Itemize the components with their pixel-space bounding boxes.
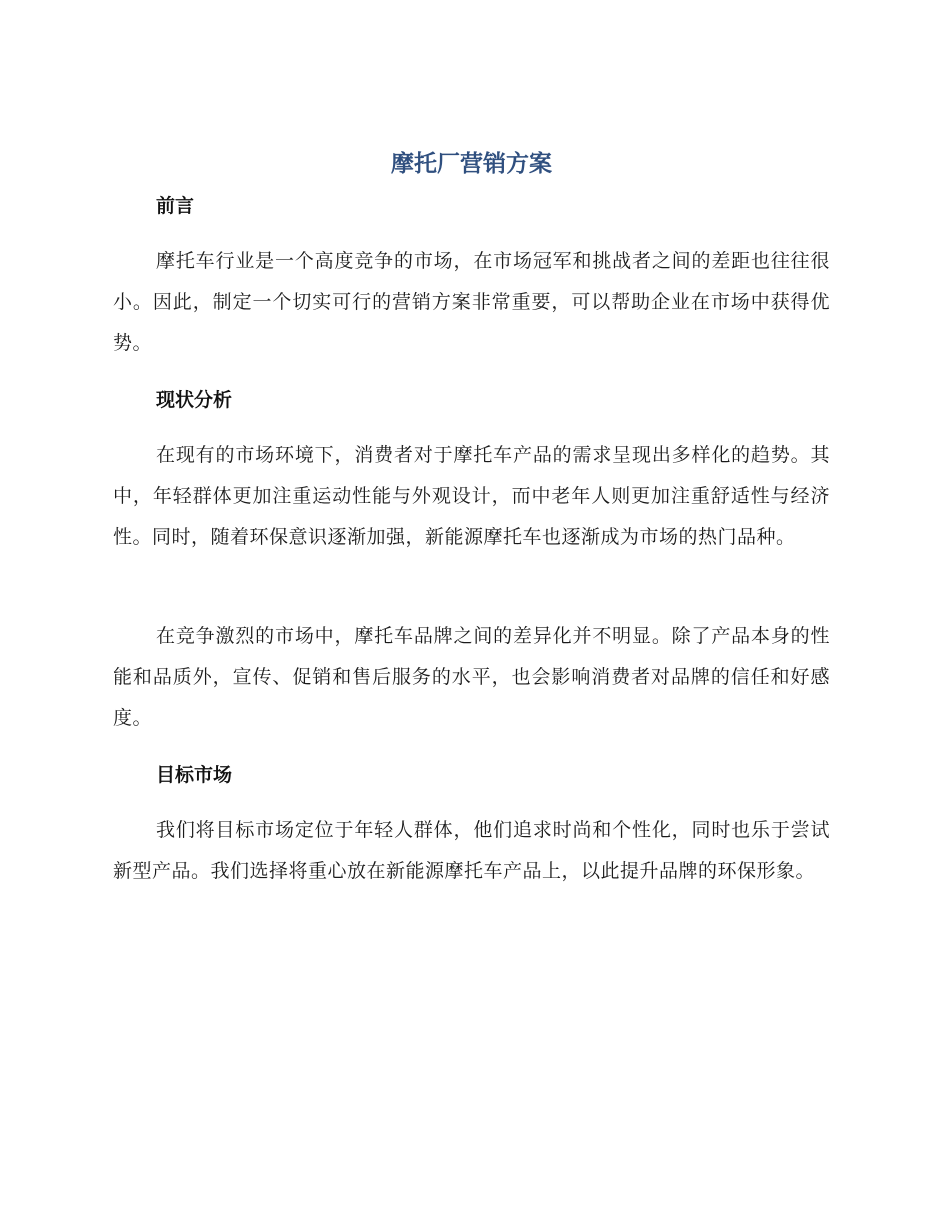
section-heading-target-market: 目标市场: [156, 764, 233, 786]
paragraph-status-analysis-1: 在现有的市场环境下，消费者对于摩托车产品的需求呈现出多样化的趋势。其中，年轻群体更加注重运动性能与外观设计，而中老年人则更加注重舒适性与经济性。同时，随着环保意识逐渐加强，新能源摩托车也逐渐成为市场的热门品种。: [113, 444, 830, 548]
section-heading-preface: 前言: [156, 195, 195, 217]
paragraph-status-analysis-2: 在竞争激烈的市场中，摩托车品牌之间的差异化并不明显。除了产品本身的性能和品质外，宣传、促销和售后服务的水平，也会影响消费者对品牌的信任和好感度。: [113, 625, 830, 729]
section-heading-status-analysis: 现状分析: [156, 389, 233, 411]
paragraph-preface: 摩托车行业是一个高度竞争的市场，在市场冠军和挑战者之间的差距也往往很小。因此，制定一个切实可行的营销方案非常重要，可以帮助企业在市场中获得优势。: [113, 250, 830, 354]
paragraph-target-market: 我们将目标市场定位于年轻人群体，他们追求时尚和个性化，同时也乐于尝试新型产品。我们选择将重心放在新能源摩托车产品上，以此提升品牌的环保形象。: [113, 819, 830, 882]
document-title: 摩托厂营销方案: [391, 151, 552, 177]
